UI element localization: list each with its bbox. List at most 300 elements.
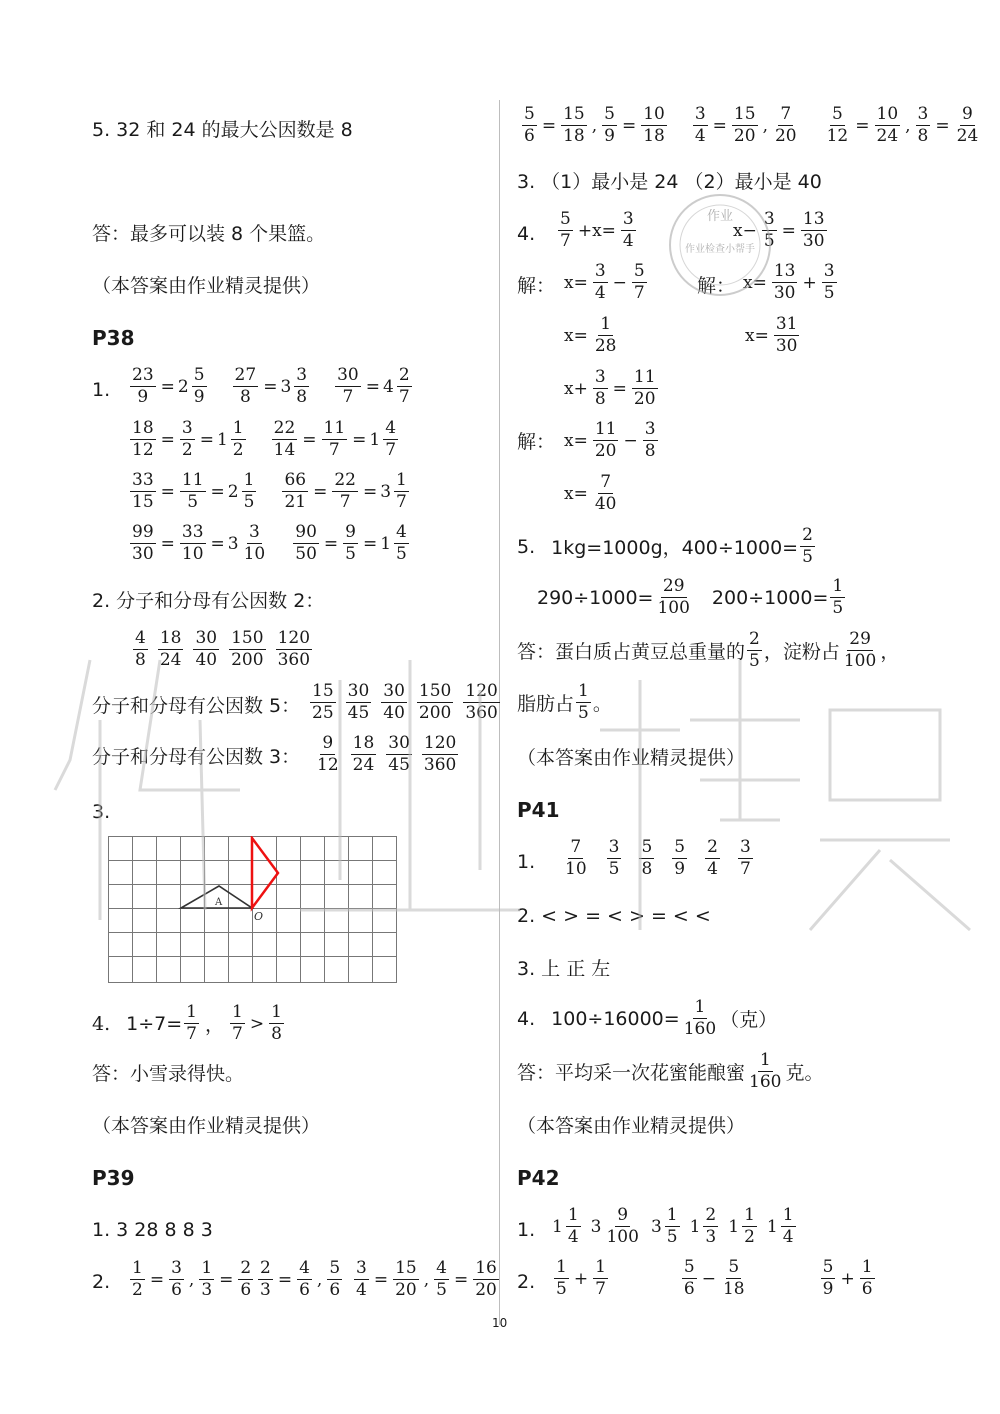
p40-q5-text: 1kg=1000g，400÷1000= (551, 537, 799, 559)
fraction (558, 210, 573, 251)
p39-q1: 1. 3 28 8 8 3 (92, 1219, 213, 1241)
math-symbol: = (712, 115, 727, 136)
denominator: 8 (594, 389, 606, 409)
denominator: 12 (132, 440, 154, 460)
numerator: 5 (728, 1257, 740, 1277)
numerator: 150 (418, 681, 452, 701)
section-heading-p42: P42 (517, 1166, 560, 1190)
denominator: 8 (239, 387, 251, 407)
math-symbol: +x= (577, 220, 616, 241)
denominator: 7 (633, 283, 645, 303)
fraction (199, 1259, 214, 1300)
numerator: 1 (232, 1002, 243, 1022)
numerator: 1 (396, 470, 407, 490)
numerator: 29 (662, 576, 685, 596)
math-symbol: − (701, 1268, 716, 1289)
p38-q1-row (128, 523, 433, 564)
mixed-number (383, 366, 414, 407)
denominator: 6 (683, 1279, 695, 1299)
fraction (842, 630, 878, 671)
denominator: 5 (823, 283, 835, 303)
denominator: 8 (641, 859, 653, 879)
denominator: 4 (707, 859, 718, 879)
denominator: 7 (385, 440, 397, 460)
denominator: 5 (832, 598, 844, 618)
equation-1-line-2 (561, 262, 649, 303)
p38-q4-label: 4. (92, 1012, 111, 1035)
numerator: 1 (861, 1257, 873, 1277)
p38-q1-row (128, 419, 422, 460)
denominator: 5 (608, 859, 620, 879)
denominator: 20 (594, 441, 617, 461)
p38-q2-row-2 (305, 682, 505, 723)
math-symbol: x= (564, 483, 588, 504)
fraction (229, 629, 265, 670)
math-symbol: = (781, 220, 796, 241)
math-symbol: = (219, 1269, 234, 1290)
p37-q5-answer: 答：最多可以装 8 个果篮。 (92, 223, 326, 245)
whole-part: 2 (227, 481, 239, 502)
denominator: 5 (763, 231, 775, 251)
math-symbol: = (541, 115, 557, 136)
numerator: 3 (171, 1258, 182, 1278)
fraction (272, 419, 298, 460)
math-symbol: , (316, 1269, 323, 1290)
fraction (297, 1259, 312, 1300)
denominator: 7 (595, 1279, 606, 1299)
fraction (238, 1259, 253, 1300)
whole-part: 3 (650, 1216, 662, 1237)
fraction (732, 105, 758, 146)
numerator: 30 (388, 733, 410, 753)
denominator: 40 (594, 494, 617, 514)
fraction (593, 420, 619, 461)
math-symbol: x+ (564, 378, 588, 399)
section-heading-p39: P39 (92, 1166, 135, 1190)
numerator: 13 (773, 261, 796, 281)
fraction (593, 315, 619, 356)
fraction (293, 523, 319, 564)
whole-part: 3 (227, 533, 239, 554)
denominator: 4 (594, 283, 606, 303)
denominator: 18 (643, 126, 665, 146)
denominator: 5 (436, 1280, 447, 1300)
fraction (394, 523, 409, 564)
fraction (916, 105, 931, 146)
equals-sign: = (263, 376, 278, 397)
numerator: 5 (832, 104, 843, 124)
denominator: 100 (657, 598, 690, 618)
answer-text: 答：平均采一次花蜜能酿蜜 (517, 1062, 746, 1084)
fraction (158, 629, 184, 670)
fraction (593, 262, 608, 303)
p38-q4-answer: 答：小雪录得快。 (92, 1063, 245, 1085)
answer-text: ，淀粉占 (763, 641, 840, 663)
numerator: 90 (295, 522, 317, 542)
denominator: 7 (560, 231, 571, 251)
p38-q1-label: 1. (92, 379, 111, 401)
p41-q1-label: 1. (517, 851, 536, 873)
p38-q1-row (128, 366, 436, 407)
math-symbol: + (840, 1268, 855, 1289)
mixed-number (280, 366, 311, 407)
numerator: 4 (436, 1258, 447, 1278)
denominator: 7 (396, 492, 407, 512)
math-symbol: , (905, 115, 911, 136)
numerator: 18 (352, 733, 375, 753)
denominator: 28 (594, 336, 617, 356)
denominator: 20 (633, 389, 656, 409)
denominator: 5 (556, 1279, 567, 1299)
p38-q2-title: 2. 分子和分母有公因数 2： (92, 590, 325, 612)
numerator: 27 (234, 365, 257, 385)
whole-part: 1 (728, 1216, 740, 1237)
greater-than: > (249, 1013, 265, 1034)
fraction (774, 315, 800, 356)
denominator: 4 (694, 126, 706, 146)
expression (552, 1258, 610, 1299)
denominator: 30 (802, 231, 825, 251)
numerator: 1 (271, 1002, 282, 1022)
numerator: 5 (560, 209, 571, 229)
denominator: 18 (563, 126, 585, 146)
denominator: 5 (666, 1227, 678, 1247)
math-symbol: = (149, 1269, 165, 1290)
fraction (762, 210, 777, 251)
fraction (393, 1259, 419, 1300)
numerator: 5 (604, 104, 615, 124)
denominator: 2 (181, 440, 193, 460)
numerator: 33 (132, 470, 154, 490)
whole-part: 3 (280, 376, 292, 397)
p38-q2-label-3: 分子和分母有公因数 3： (92, 746, 301, 768)
numerator: 3 (608, 837, 620, 857)
numerator: 3 (917, 104, 929, 124)
denominator: 6 (299, 1280, 310, 1300)
denominator: 21 (284, 492, 307, 512)
p41-q3: 3. 上 正 左 (517, 958, 611, 980)
section-heading-p41: P41 (517, 798, 560, 822)
denominator: 4 (622, 231, 634, 251)
denominator: 8 (296, 387, 308, 407)
p40-q5-answer-1 (517, 630, 899, 671)
numerator: 3 (296, 365, 308, 385)
math-symbol: x− (733, 220, 757, 241)
numerator: 2 (240, 1258, 252, 1278)
equation-3-line-1 (561, 368, 660, 409)
equals-sign: = (160, 533, 175, 554)
rotated-triangle (252, 838, 278, 908)
solve-label: 解： (517, 275, 556, 297)
denominator: 6 (524, 126, 535, 146)
fraction (233, 366, 259, 407)
numerator: 5 (193, 365, 205, 385)
denominator: 6 (329, 1280, 341, 1300)
denominator: 160 (749, 1072, 782, 1092)
numerator: 1 (744, 1205, 755, 1225)
numerator: 66 (284, 470, 307, 490)
separator: ， (205, 1014, 225, 1036)
math-symbol: − (623, 430, 638, 451)
point-o-label: O (254, 910, 264, 923)
numerator: 3 (594, 261, 606, 281)
math-symbol: , (762, 115, 768, 136)
fraction (860, 1258, 875, 1299)
numerator: 13 (802, 209, 825, 229)
math-symbol: x= (564, 272, 588, 293)
denominator: 2 (232, 440, 244, 460)
p42-q2-label: 2. (517, 1271, 536, 1293)
numerator: 15 (733, 104, 756, 124)
stamp-text: 作业检查小帮手 (685, 244, 755, 255)
denominator: 18 (722, 1279, 745, 1299)
p38-q1-row (128, 471, 433, 512)
mixed-number (380, 471, 411, 512)
fraction (643, 420, 658, 461)
fraction (231, 419, 246, 460)
denominator: 45 (388, 755, 410, 775)
denominator: 160 (683, 1019, 717, 1039)
answer-text: 克。 (785, 1062, 824, 1084)
fraction (563, 838, 589, 879)
equals-sign: = (210, 481, 225, 502)
p38-q2-label-5: 分子和分母有公因数 5： (92, 695, 301, 717)
denominator: 9 (674, 859, 686, 879)
solve-label: 解： (517, 431, 556, 453)
fraction (381, 682, 407, 723)
fraction (566, 1206, 581, 1247)
equals-sign: = (362, 481, 378, 502)
fraction (327, 1259, 342, 1300)
fraction (800, 526, 815, 567)
denominator: 9 (137, 387, 149, 407)
numerator: 1 (186, 1002, 197, 1022)
denominator: 7 (739, 859, 751, 879)
fraction (721, 1258, 747, 1299)
numerator: 5 (641, 837, 653, 857)
p42-q1-mixed-numbers (552, 1206, 806, 1247)
numerator: 4 (135, 628, 146, 648)
mixed-number (552, 1206, 583, 1247)
denominator: 24 (876, 126, 899, 146)
numerator: 9 (617, 1205, 629, 1225)
denominator: 6 (861, 1279, 873, 1299)
denominator: 7 (328, 440, 340, 460)
denominator: 6 (171, 1280, 182, 1300)
numerator: 9 (322, 733, 334, 753)
p39-q2-b (256, 1259, 344, 1300)
fraction (184, 1003, 199, 1044)
numerator: 3 (356, 1258, 367, 1278)
numerator: 15 (312, 681, 334, 701)
equation-1-line-3 (561, 315, 620, 356)
equals-sign: = (352, 429, 367, 450)
whole-part: 1 (369, 429, 381, 450)
p40-fraction-row (520, 105, 982, 146)
fraction (242, 471, 257, 512)
fraction (351, 734, 377, 775)
whole-part: 1 (689, 1216, 701, 1237)
math-symbol: + (802, 272, 817, 293)
p40-q5-line-2 (537, 577, 847, 618)
fraction (602, 105, 617, 146)
numerator: 9 (345, 522, 356, 542)
math-symbol: x= (745, 325, 769, 346)
denominator: 8 (644, 441, 656, 461)
p40-q5-label: 5. (517, 535, 536, 558)
numerator: 22 (273, 418, 296, 438)
p41-q4-line (517, 998, 777, 1039)
denominator: 50 (295, 544, 317, 564)
math-symbol: = (373, 1269, 389, 1290)
fraction (682, 998, 718, 1039)
numerator: 5 (674, 837, 686, 857)
denominator: 10 (565, 859, 587, 879)
denominator: 5 (345, 544, 356, 564)
fraction (747, 1051, 783, 1092)
fraction (192, 366, 207, 407)
equals-sign: = (210, 533, 225, 554)
equals-sign: = (313, 481, 328, 502)
fraction (772, 262, 798, 303)
fraction (639, 838, 654, 879)
fraction (522, 105, 537, 146)
math-symbol: , (591, 115, 598, 136)
fraction (604, 1206, 640, 1247)
denominator: 15 (132, 492, 154, 512)
numerator: 1 (595, 1257, 606, 1277)
numerator: 11 (633, 367, 656, 387)
numerator: 3 (739, 837, 751, 857)
numerator: 5 (683, 1257, 695, 1277)
numerator: 1 (759, 1050, 771, 1070)
numerator: 4 (396, 522, 407, 542)
math-symbol: = (621, 115, 637, 136)
numerator: 2 (802, 525, 813, 545)
numerator: 3 (763, 209, 775, 229)
denominator: 10 (243, 544, 266, 564)
numerator: 29 (849, 629, 871, 649)
numerator: 1 (567, 1205, 579, 1225)
denominator: 3 (260, 1280, 271, 1300)
equals-sign: = (160, 429, 175, 450)
numerator: 1 (201, 1258, 213, 1278)
p38-q2-row-3 (310, 734, 463, 775)
numerator: 5 (329, 1258, 341, 1278)
numerator: 1 (132, 1258, 143, 1278)
numerator: 15 (563, 104, 585, 124)
fraction (703, 1206, 718, 1247)
p40-q4-label: 4. (517, 223, 536, 245)
answer-text: 答：蛋白质占黄豆总重量的 (517, 641, 746, 663)
math-symbol: x= (564, 325, 588, 346)
fraction (463, 682, 499, 723)
denominator: 5 (578, 703, 589, 723)
fraction (655, 577, 691, 618)
numerator: 1 (243, 470, 255, 490)
numerator: 150 (231, 628, 264, 648)
numerator: 18 (159, 628, 182, 648)
numerator: 11 (181, 470, 204, 490)
unit: （克） (720, 1009, 778, 1031)
fraction (593, 368, 608, 409)
p40-q5-line-1 (517, 526, 817, 567)
math-symbol: = (277, 1269, 293, 1290)
fraction (383, 419, 398, 460)
fraction (332, 471, 358, 512)
numerator: 18 (132, 418, 154, 438)
mixed-number (178, 366, 209, 407)
numerator: 7 (780, 104, 792, 124)
denominator: 20 (395, 1280, 417, 1300)
fraction (322, 419, 348, 460)
numerator: 33 (181, 522, 204, 542)
fraction (621, 210, 636, 251)
answer-text: 。 (592, 693, 612, 715)
denominator: 7 (186, 1024, 197, 1044)
p38-q4-line (92, 1003, 286, 1044)
denominator: 12 (826, 126, 849, 146)
equation-2-line-1 (730, 210, 829, 251)
mixed-number (217, 419, 248, 460)
math-symbol: , (188, 1269, 195, 1290)
numerator: 3 (823, 261, 835, 281)
denominator: 4 (782, 1227, 794, 1247)
numerator: 3 (594, 367, 606, 387)
equation-2-line-3 (742, 315, 801, 356)
expression (680, 1258, 749, 1299)
fraction (130, 419, 156, 460)
equals-sign: = (323, 533, 339, 554)
numerator: 2 (749, 629, 760, 649)
whole-part: 1 (216, 429, 228, 450)
numerator: 2 (707, 837, 718, 857)
fraction (130, 1259, 145, 1300)
equals-sign: = (160, 481, 175, 502)
denominator: 25 (312, 703, 334, 723)
numerator: 9 (962, 104, 973, 124)
fraction (417, 682, 453, 723)
denominator: 8 (135, 650, 146, 670)
p40-q3: 3. （1）最小是 24 （2）最小是 40 (517, 171, 822, 193)
numerator: 31 (775, 314, 798, 334)
fraction (705, 838, 720, 879)
equation-2-line-2 (740, 262, 839, 303)
stamp-top-text: 作业 (706, 209, 734, 224)
numerator: 99 (132, 522, 154, 542)
denominator: 30 (775, 336, 798, 356)
numerator: 11 (323, 418, 346, 438)
denominator: 12 (317, 755, 339, 775)
numerator: 11 (594, 419, 617, 439)
fraction (346, 682, 372, 723)
numerator: 4 (299, 1258, 310, 1278)
fraction (294, 366, 309, 407)
fraction (133, 629, 148, 670)
numerator: 3 (249, 522, 260, 542)
denominator: 6 (240, 1280, 252, 1300)
fraction (747, 630, 762, 671)
fraction (394, 471, 409, 512)
fraction (422, 734, 458, 775)
denominator: 24 (159, 650, 182, 670)
numerator: 5 (633, 261, 645, 281)
whole-part: 2 (177, 376, 189, 397)
numerator: 120 (423, 733, 457, 753)
denominator: 9 (604, 126, 615, 146)
fraction (561, 105, 587, 146)
numerator: 1 (556, 1257, 567, 1277)
